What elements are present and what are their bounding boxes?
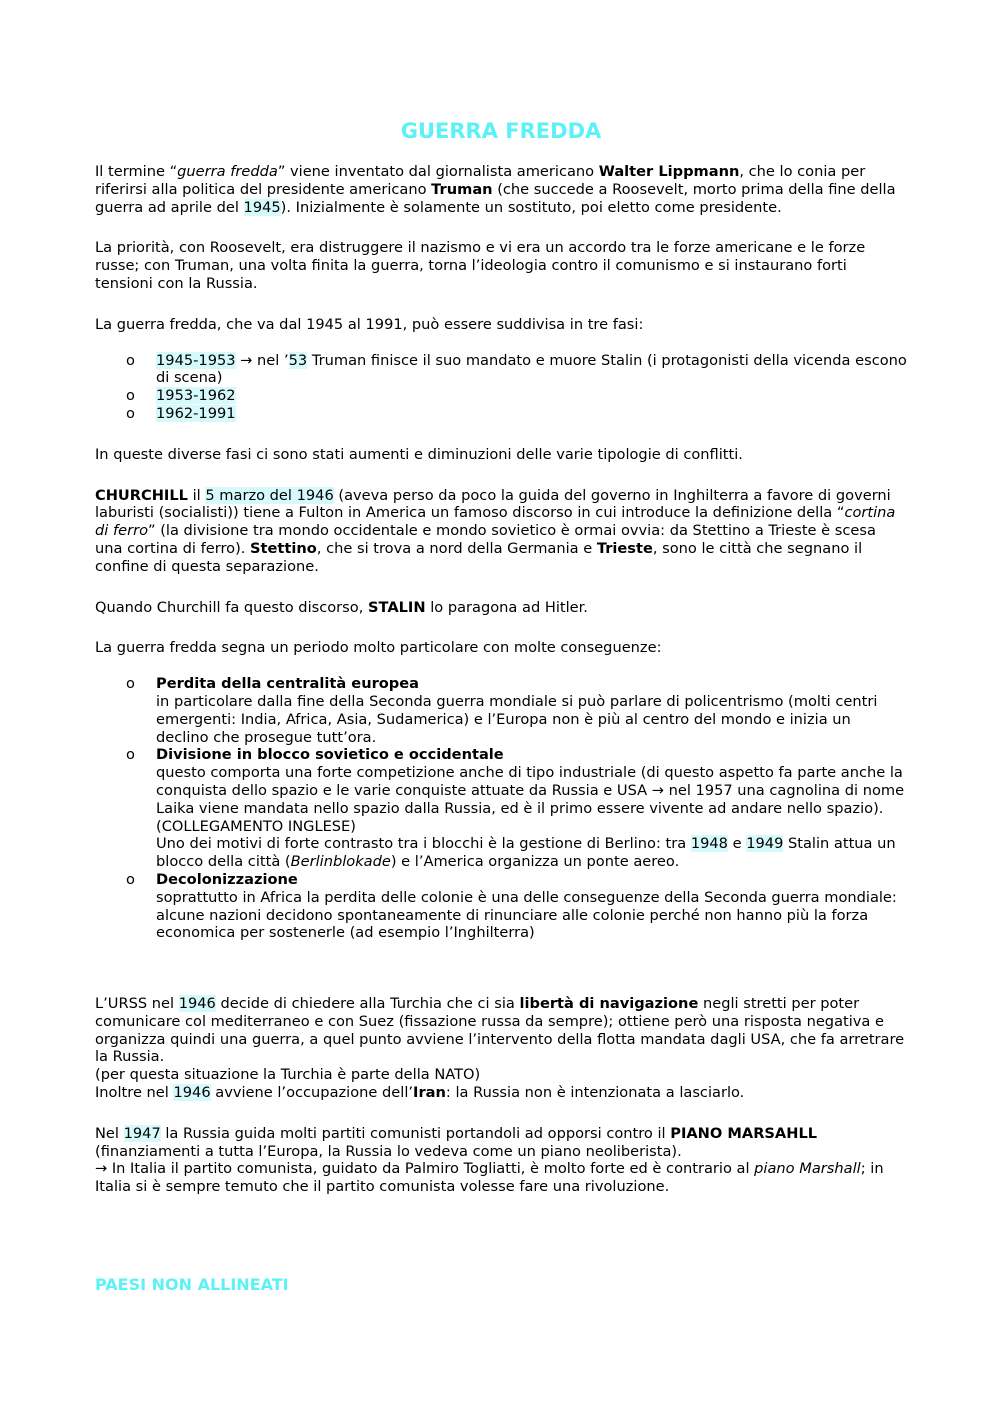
highlighted-date: 1949	[746, 835, 784, 853]
list-item	[95, 387, 907, 405]
text: (per questa situazione la Turchia è parte della NATO)	[95, 1066, 481, 1084]
text-italic: guerra fredda	[177, 163, 278, 180]
text-bold: STALIN	[368, 598, 426, 616]
highlighted-date: 1945-1953	[156, 351, 236, 369]
highlighted-date: 53	[288, 351, 308, 369]
highlighted-date: 1962-1991	[156, 404, 236, 422]
text-bold: Truman	[431, 180, 493, 198]
text: , sono le città che segnano il confine di questa separazione.	[95, 539, 863, 575]
consequences-list	[95, 675, 907, 942]
text: la Russia guida molti partiti comunisti portandoli ad opporsi contro il	[160, 1124, 671, 1142]
text: Stalin attua un blocco della città (	[156, 835, 896, 871]
text: ; in Italia si è sempre temuto che il partito comunista volesse fare una rivoluzione.	[95, 1160, 884, 1196]
highlighted-date: 1947	[123, 1124, 161, 1142]
text-italic: Berlinblokade	[290, 853, 391, 871]
text: decide di chiedere alla Turchia che ci sia	[215, 995, 520, 1013]
paragraph-urss	[95, 995, 907, 1102]
list-item	[95, 746, 907, 871]
text-bold: PIANO MARSAHLL	[670, 1124, 818, 1142]
text: Il termine “	[95, 163, 178, 180]
highlighted-date: 1946	[178, 995, 216, 1013]
highlighted-date: 1946	[173, 1084, 211, 1102]
text: , che si trova a nord della Germania e	[316, 539, 597, 557]
text-bold: Stettino	[250, 539, 317, 557]
document-page	[95, 118, 907, 1294]
text: : la Russia non è intenzionata a lasciarlo.	[445, 1084, 745, 1102]
text: (aveva perso da poco la guida del governo in Inghilterra a favore di governi laburisti (socialisti)) tiene a Fulton in America un famoso discorso in cui introduce la definizione della “	[95, 486, 891, 522]
list-item	[95, 675, 907, 746]
highlighted-date: 1948	[690, 835, 728, 853]
list-item-title: Divisione in blocco sovietico e occidentale	[156, 746, 504, 764]
paragraph-phases-intro: La guerra fredda, che va dal 1945 al 1991, può essere suddivisa in tre fasi:	[95, 315, 644, 333]
text: lo paragona ad Hitler.	[425, 598, 588, 616]
paragraph-consequences-intro: La guerra fredda segna un periodo molto particolare con molte conseguenze:	[95, 639, 662, 657]
text: → nel ’	[235, 351, 289, 369]
list-item-text: questo comporta una forte competizione anche di tipo industriale (di questo aspetto fa parte anche la conquista dello spazio e le varie conquiste attuate da Russia e USA → nel 1957 una cagnolina di nome Laika viene mandata nello spazio dalla Russia, ed è il primo essere vivente ad andare nello spazio).	[156, 764, 905, 817]
text: il	[187, 486, 206, 504]
text-bold: libertà di navigazione	[519, 995, 699, 1013]
paragraph-conflicts: In queste diverse fasi ci sono stati aumenti e diminuzioni delle varie tipologie di conflitti.	[95, 445, 743, 463]
list-item-text: soprattutto in Africa la perdita delle colonie è una delle conseguenze della Seconda guerra mondiale: alcune nazioni decidono spontaneamente di rinunciare alle colonie perché non hanno più la forza economica per sostenerle (ad esempio l’Inghilterra)	[156, 888, 897, 942]
text: L’URSS nel	[95, 995, 179, 1013]
list-item-title: Decolonizzazione	[156, 870, 298, 888]
bullet-marker: o	[126, 870, 135, 888]
paragraph-churchill	[95, 487, 907, 576]
text: Inoltre nel	[95, 1084, 174, 1102]
list-item-title: Perdita della centralità europea	[156, 675, 419, 693]
text: e	[727, 835, 747, 853]
list-item	[95, 405, 907, 423]
phases-list	[95, 352, 907, 423]
paragraph-marshall	[95, 1125, 907, 1196]
bullet-marker: o	[126, 746, 135, 764]
section-heading: PAESI NON ALLINEATI	[95, 1275, 289, 1295]
text-bold: Walter Lippmann	[598, 163, 740, 180]
list-item-text: in particolare dalla fine della Seconda guerra mondiale si può parlare di policentrismo (molti centri emergenti: India, Africa, Asia, Sudamerica) e l’Europa non è più al centro del mondo e inizia un declino che prosegue tutt’ora.	[156, 692, 878, 746]
text: , che lo conia per riferirsi alla politica del presidente americano	[95, 163, 866, 198]
list-item-note: (COLLEGAMENTO INGLESE)	[156, 817, 356, 835]
paragraph-stalin	[95, 599, 907, 617]
bullet-marker: o	[126, 675, 135, 693]
highlighted-date: 5 marzo del 1946	[205, 486, 334, 504]
bullet-marker: o	[126, 351, 135, 369]
text: Quando Churchill fa questo discorso,	[95, 598, 368, 616]
paragraph-priority: La priorità, con Roosevelt, era distruggere il nazismo e vi era un accordo tra le forze americane e le forze russe; con Truman, una volta finita la guerra, torna l’ideologia contro il comunismo e si instaurano forti tensioni con la Russia.	[95, 239, 866, 292]
text: ” viene inventato dal giornalista americano	[277, 163, 599, 180]
bullet-marker: o	[126, 387, 135, 405]
text-bold: Trieste	[596, 539, 653, 557]
text-italic: piano Marshall	[754, 1160, 861, 1178]
document-title: GUERRA FREDDA	[400, 119, 602, 143]
text: ” (la divisione tra mondo occidentale e mondo sovietico è ormai ovvia: da Stettino a Trieste è scesa una cortina di ferro).	[95, 522, 876, 557]
text-italic: cortina di ferro	[95, 504, 896, 540]
list-item-text	[156, 835, 907, 871]
highlighted-date: 1953-1962	[156, 387, 236, 405]
text: avviene l’occupazione dell’	[210, 1084, 414, 1102]
text: (che succede a Roosevelt, morto prima della fine della guerra ad aprile del	[95, 180, 896, 216]
text: negli stretti per poter comunicare col mediterraneo e con Suez (fissazione russa da sempre); ottiene però una risposta negativa e organizza quindi una guerra, a quel punto avviene l’intervento della flotta mandata dagli USA, che fa arretrare la Russia.	[95, 995, 905, 1066]
text: ) e l’America organizza un ponte aereo.	[390, 853, 680, 871]
list-item	[95, 352, 907, 388]
list-item	[95, 871, 907, 942]
text-bold: CHURCHILL	[95, 486, 188, 504]
text: Nel	[95, 1124, 124, 1142]
text: → In Italia il partito comunista, guidato da Palmiro Togliatti, è molto forte ed è contrario al	[95, 1160, 755, 1178]
text: Uno dei motivi di forte contrasto tra i blocchi è la gestione di Berlino: tra	[156, 835, 691, 853]
text-bold: Iran	[413, 1084, 446, 1102]
bullet-marker: o	[126, 404, 135, 422]
highlighted-date: 1945	[243, 198, 281, 216]
paragraph-intro	[95, 163, 907, 216]
text: ). Inizialmente è solamente un sostituto, poi eletto come presidente.	[280, 198, 782, 216]
text: Truman finisce il suo mandato e muore Stalin (i protagonisti della vicenda escono di scena)	[156, 351, 907, 387]
text: (finanziamenti a tutta l’Europa, la Russia lo vedeva come un piano neoliberista).	[95, 1142, 682, 1160]
